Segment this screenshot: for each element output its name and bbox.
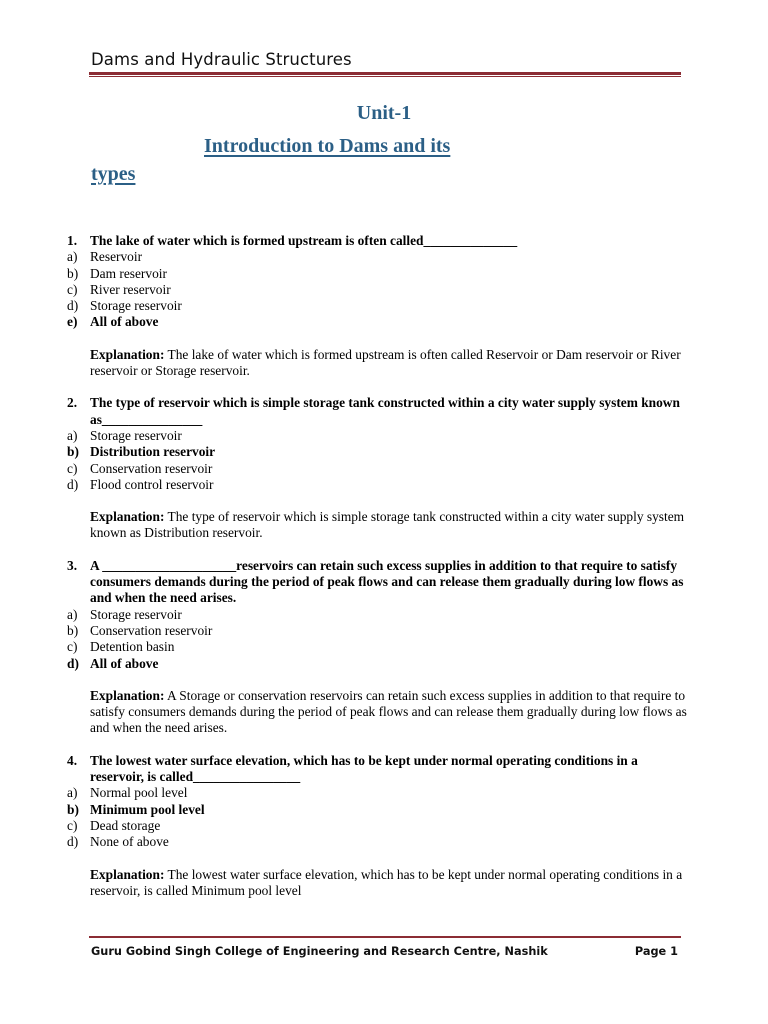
explanation xyxy=(90,867,687,900)
question-text: The type of reservoir which is simple storage tank constructed within a city water supply system known as_______________ xyxy=(90,395,680,427)
option-text: Normal pool level xyxy=(90,785,188,801)
page-number: Page 1 xyxy=(634,945,678,958)
option-letter: c) xyxy=(67,281,78,297)
explanation-label: Explanation: xyxy=(90,687,165,703)
option-letter: a) xyxy=(67,785,78,801)
question-list xyxy=(67,233,687,915)
option-letter: b) xyxy=(67,444,79,460)
question-number: 1. xyxy=(67,233,78,248)
option-item xyxy=(67,639,687,655)
option-text: All of above xyxy=(90,314,159,330)
question-item xyxy=(67,233,687,379)
option-text: Dead storage xyxy=(90,817,161,833)
explanation-label: Explanation: xyxy=(90,866,165,882)
explanation-label: Explanation: xyxy=(90,509,165,525)
option-text: Storage reservoir xyxy=(90,606,182,622)
explanation-label: Explanation: xyxy=(90,346,165,362)
explanation-text: The lowest water surface elevation, which has to be kept under normal operating conditions in a reservoir, is called Minimum pool level xyxy=(90,866,683,898)
option-item xyxy=(67,266,687,282)
option-item xyxy=(67,834,687,850)
option-text: Conservation reservoir xyxy=(90,622,213,638)
explanation-text: A Storage or conservation reservoirs can retain such excess supplies in addition to that require to satisfy consumers demands during the period of peak flows and can release them gradually during low flows as and when the need arises. xyxy=(90,687,687,736)
option-letter: c) xyxy=(67,460,78,476)
correct-option-item xyxy=(67,656,687,672)
option-item xyxy=(67,607,687,623)
option-item xyxy=(67,818,687,834)
question-number: 2. xyxy=(67,395,78,411)
option-text: Conservation reservoir xyxy=(90,460,213,476)
option-letter: d) xyxy=(67,655,79,671)
chapter-title: Introduction to Dams and its xyxy=(204,135,451,157)
option-text: All of above xyxy=(90,655,159,671)
option-letter: a) xyxy=(67,427,78,443)
question-item xyxy=(67,395,687,541)
option-text: Dam reservoir xyxy=(90,265,167,281)
unit-heading: Unit-1 xyxy=(356,102,412,124)
option-letter: d) xyxy=(67,298,79,314)
question-number: 3. xyxy=(67,557,78,573)
option-item xyxy=(67,298,687,314)
option-item xyxy=(67,282,687,298)
explanation-text: The type of reservoir which is simple storage tank constructed within a city water supply system known as Distribution reservoir. xyxy=(90,509,685,541)
option-letter: b) xyxy=(67,622,79,638)
explanation-text: The lake of water which is formed upstream is often called Reservoir or Dam reservoir or River reservoir or Storage reservoir. xyxy=(90,346,681,379)
explanation xyxy=(90,347,687,380)
option-item xyxy=(67,623,687,639)
question-number: 4. xyxy=(67,752,78,768)
option-letter: c) xyxy=(67,639,78,655)
running-header: Dams and Hydraulic Structures xyxy=(91,50,352,69)
option-text: Detention basin xyxy=(90,639,175,655)
explanation xyxy=(90,688,687,737)
option-letter: b) xyxy=(67,801,79,817)
question-text: A ____________________reservoirs can retain such excess supplies in addition to that require to satisfy consumers demands during the period of peak flows and can release them gradually during low flows as and when the need arises. xyxy=(90,557,684,606)
header-rule-thin xyxy=(89,76,681,77)
option-letter: d) xyxy=(67,834,79,850)
option-text: Distribution reservoir xyxy=(90,444,216,460)
option-letter: e) xyxy=(67,314,78,330)
option-item xyxy=(67,249,687,265)
explanation xyxy=(90,509,687,542)
option-text: Minimum pool level xyxy=(90,801,205,817)
option-item xyxy=(67,785,687,801)
footer-college-name: Guru Gobind Singh College of Engineering and Research Centre, Nashik xyxy=(91,945,548,958)
header-rule xyxy=(89,72,681,75)
option-text: None of above xyxy=(90,834,169,850)
option-text: Reservoir xyxy=(90,249,143,265)
option-letter: c) xyxy=(67,817,78,833)
correct-option-item xyxy=(67,314,687,330)
option-item xyxy=(67,477,687,493)
question-item xyxy=(67,753,687,899)
option-text: Flood control reservoir xyxy=(90,476,214,492)
option-item xyxy=(67,461,687,477)
option-text: Storage reservoir xyxy=(90,298,182,314)
question-item xyxy=(67,558,687,737)
option-letter: d) xyxy=(67,476,79,492)
option-letter: a) xyxy=(67,606,78,622)
correct-option-item xyxy=(67,802,687,818)
footer-rule xyxy=(89,936,681,938)
chapter-title-continued: types xyxy=(91,163,136,185)
option-letter: a) xyxy=(67,249,78,265)
option-item xyxy=(67,428,687,444)
option-text: River reservoir xyxy=(90,281,171,297)
correct-option-item xyxy=(67,444,687,460)
question-text: The lowest water surface elevation, which has to be kept under normal operating conditions in a reservoir, is called________________ xyxy=(90,752,638,785)
option-text: Storage reservoir xyxy=(90,427,182,443)
question-text: The lake of water which is formed upstream is often called______________ xyxy=(90,233,518,248)
option-letter: b) xyxy=(67,265,79,281)
